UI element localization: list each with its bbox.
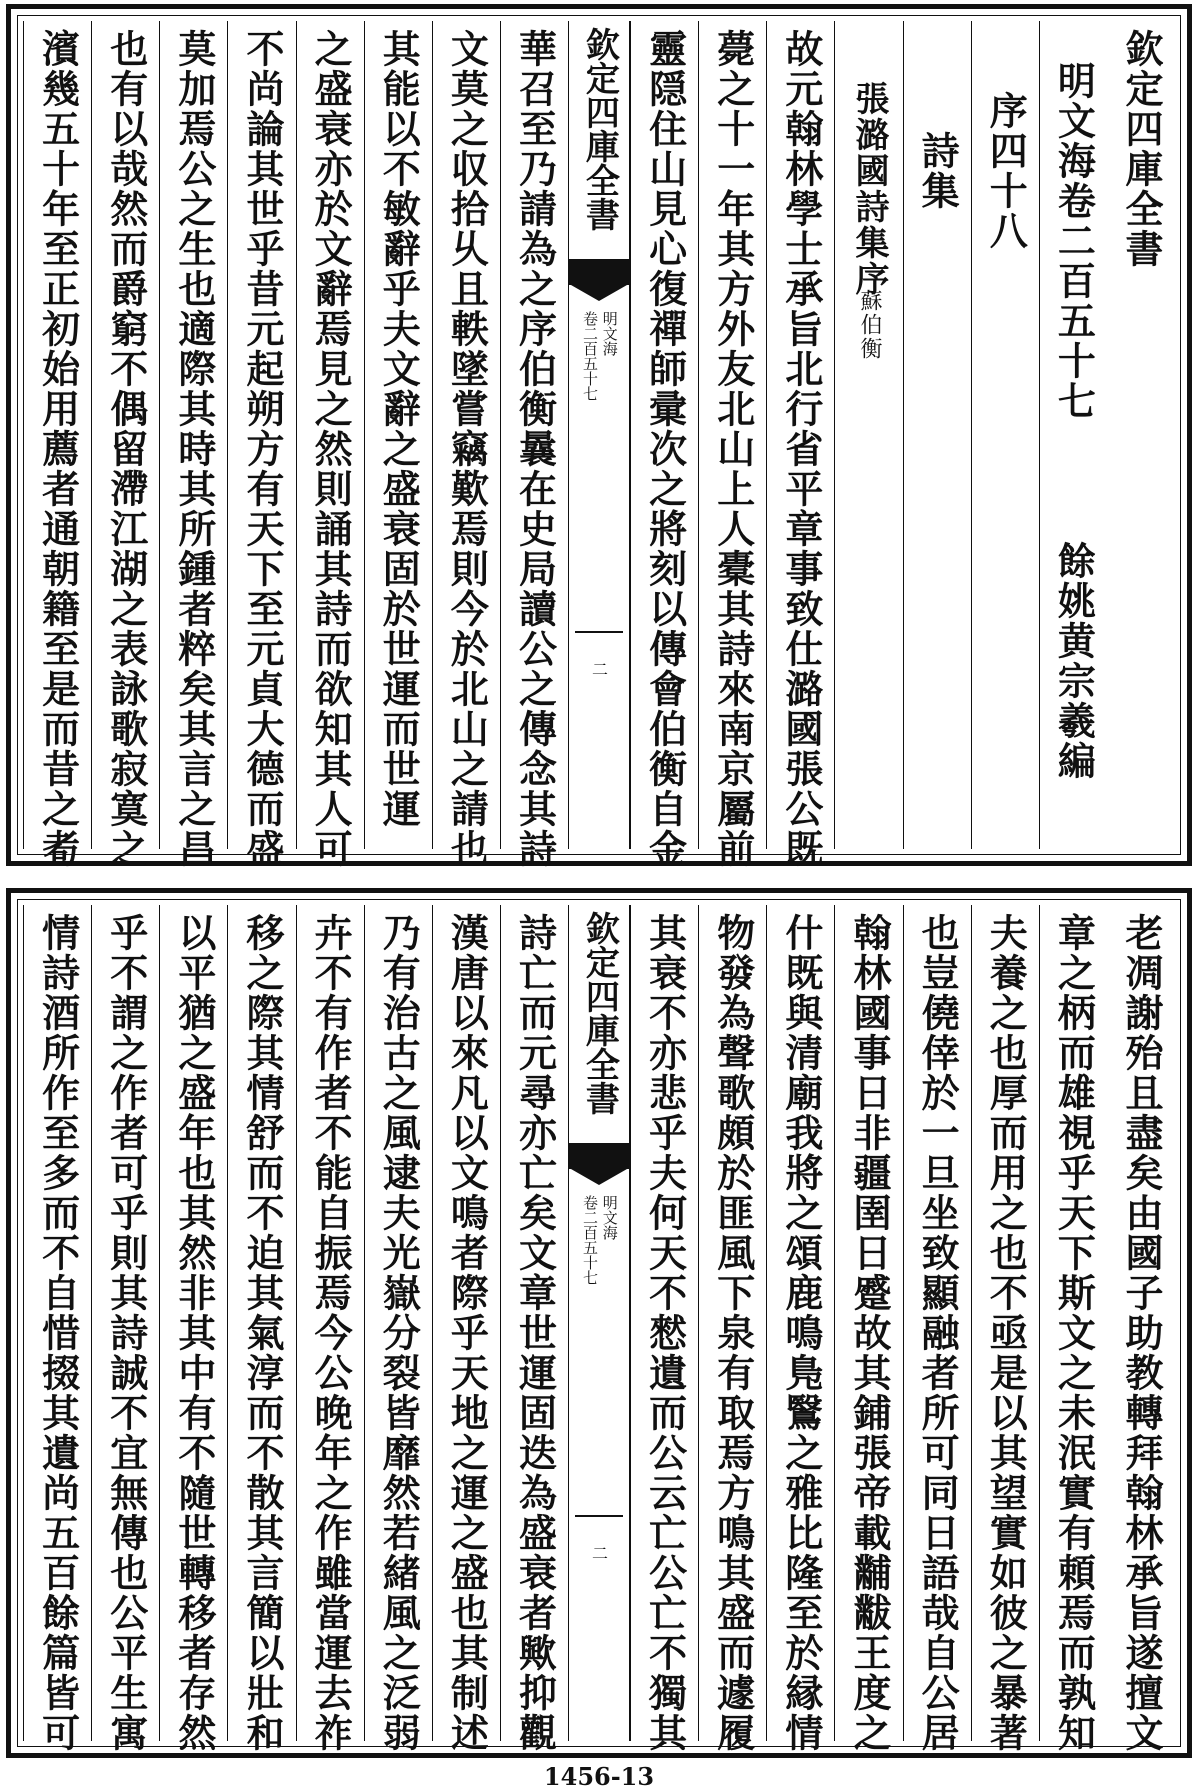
text-column — [903, 21, 971, 849]
column-text: 其衰不亦悲乎夫何天不憖遺而公云亡公亡不獨其 — [642, 913, 688, 1753]
page-upper-columns — [23, 21, 1175, 869]
column-text: 卉不有作者不能自振焉今公晚年之作雖當運去祚 — [308, 913, 354, 1753]
text-column — [971, 905, 1039, 1753]
text-column — [432, 905, 500, 1753]
column-text: 老凋謝殆且盡矣由國子助教轉拜翰林承旨遂擅文 — [1118, 913, 1164, 1753]
column-text: 乎不謂之作者可乎則其詩誠不宜無傳也公平生寓 — [103, 913, 149, 1753]
text-column — [1039, 905, 1107, 1753]
text-column — [500, 21, 568, 869]
column-text: 情詩酒所作至多而不自惜掇其遺尚五百餘篇皆可 — [35, 913, 81, 1753]
fold-title: 欽定四庫全書 — [579, 911, 620, 1115]
fold-page-number: 二 — [589, 661, 609, 677]
page-number-footer: 1456-13 — [543, 1762, 655, 1791]
column-text: 薨之十一年其方外友北山上人橐其詩來南京屬前 — [710, 29, 756, 869]
text-column — [630, 21, 698, 869]
column-text: 故元翰林學士承旨北行省平章事致仕潞國張公既 — [778, 29, 824, 869]
fishtail-mark — [569, 259, 629, 285]
column-text: 詩亡而元尋亦亡矣文章世運固迭為盛衰者歟抑觀 — [512, 913, 558, 1753]
column-text: 序四十八 — [983, 91, 1029, 251]
text-column — [1107, 905, 1175, 1753]
column-text: 移之際其情舒而不迫其氣淳而不散其言簡以壯和 — [239, 913, 285, 1753]
column-text: 不尚論其世乎昔元起朔方有天下至元貞大德而盛 — [239, 29, 285, 869]
fold-subtitle-line: 卷二百五十七 — [581, 1195, 599, 1285]
column-text: 莫加焉公之生也適際其時其所鍾者粹矣其言之昌 — [171, 29, 217, 869]
fold-subtitle-line: 明文海 — [600, 311, 619, 356]
text-column — [971, 21, 1039, 849]
fold-subtitle — [581, 1195, 617, 1285]
text-column — [500, 905, 568, 1753]
fold-page-number: 二 — [589, 1545, 609, 1561]
text-column — [1039, 21, 1107, 849]
text-column — [364, 21, 432, 849]
text-column — [227, 21, 295, 869]
column-text: 翰林國事日非疆圉日蹙故其鋪張帝載黼黻王度之 — [846, 913, 892, 1753]
column-text: 張潞國詩集序 — [848, 81, 889, 297]
column-text: 夫養之也厚而用之也不亟是以其望實如彼之暴著 — [983, 913, 1029, 1753]
column-text: 濱幾五十年至正初始用薦者通朝籍至是而昔之耇 — [35, 29, 81, 869]
text-column — [159, 905, 227, 1753]
text-column — [766, 905, 834, 1753]
column-text: 文莫之収拾乆且軼墜嘗竊歎焉則今於北山之請也 — [444, 29, 490, 869]
fold-subtitle-line: 明文海 — [600, 1195, 619, 1240]
page-lower-columns — [23, 905, 1175, 1753]
fold-title: 欽定四庫全書 — [579, 27, 620, 231]
text-column — [834, 905, 902, 1753]
column-text: 靈隠住山見心復禪師彚次之將刻以傳會伯衡自金 — [642, 29, 688, 869]
text-column — [227, 905, 295, 1753]
fold-subtitle — [581, 311, 617, 401]
column-text: 華召至乃請為之序伯衡曩在史局讀公之傳念其詩 — [512, 29, 558, 869]
text-column — [766, 21, 834, 869]
column-text: 明文海卷二百五十七 — [1051, 61, 1097, 421]
text-column — [91, 21, 159, 869]
text-column — [364, 905, 432, 1753]
text-column — [630, 905, 698, 1753]
column-text: 其能以不敏辭乎夫文辭之盛衰固於世運而世運 — [376, 29, 422, 829]
column-text: 漢唐以來凡以文鳴者際乎天地之運之盛也其制述 — [444, 913, 490, 1753]
page-lower — [6, 888, 1192, 1758]
page-upper — [6, 4, 1192, 869]
column-text: 之盛衰亦於文辭焉見之然則誦其詩而欲知其人可 — [308, 29, 354, 869]
text-column — [432, 21, 500, 869]
author-tag: 蘇伯衡 — [856, 289, 882, 361]
text-column — [903, 905, 971, 1753]
column-text: 也有以哉然而爵窮不偶留滯江湖之表詠歌寂寞之 — [103, 29, 149, 869]
text-column — [23, 905, 91, 1753]
fold-rule — [575, 631, 623, 633]
center-fold — [568, 21, 630, 849]
column-text: 乃有治古之風逮夫光嶽分裂皆靡然若緒風之泛弱 — [376, 913, 422, 1753]
fold-subtitle-line: 卷二百五十七 — [581, 311, 599, 401]
text-column — [296, 21, 364, 869]
column-text: 詩集 — [915, 131, 961, 211]
text-column — [23, 21, 91, 869]
text-column — [1107, 21, 1175, 849]
fold-rule — [575, 1515, 623, 1517]
column-text: 物發為聲歌頗於匪風下泉有取焉方鳴其盛而遽履 — [710, 913, 756, 1753]
column-text: 也豈僥倖於一旦坐致顯融者所可同日語哉自公居 — [915, 913, 961, 1753]
column-text: 章之柄而雄視乎天下斯文之未泯實有頼焉而孰知 — [1051, 913, 1097, 1753]
editor-credit: 餘姚黄宗羲編 — [1051, 541, 1097, 781]
column-text: 以平猶之盛年也其然非其中有不隨世轉移者存然 — [171, 913, 217, 1753]
text-column — [698, 905, 766, 1753]
column-text: 欽定四庫全書 — [1118, 29, 1164, 269]
center-fold — [568, 905, 630, 1741]
text-column — [159, 21, 227, 869]
text-column — [698, 21, 766, 869]
text-column — [91, 905, 159, 1753]
text-column — [296, 905, 364, 1753]
text-column — [834, 21, 902, 849]
fishtail-mark — [569, 1143, 629, 1169]
column-text: 什既與清廟我將之頌鹿鳴鳬鷖之雅比隆至於縁情 — [778, 913, 824, 1753]
